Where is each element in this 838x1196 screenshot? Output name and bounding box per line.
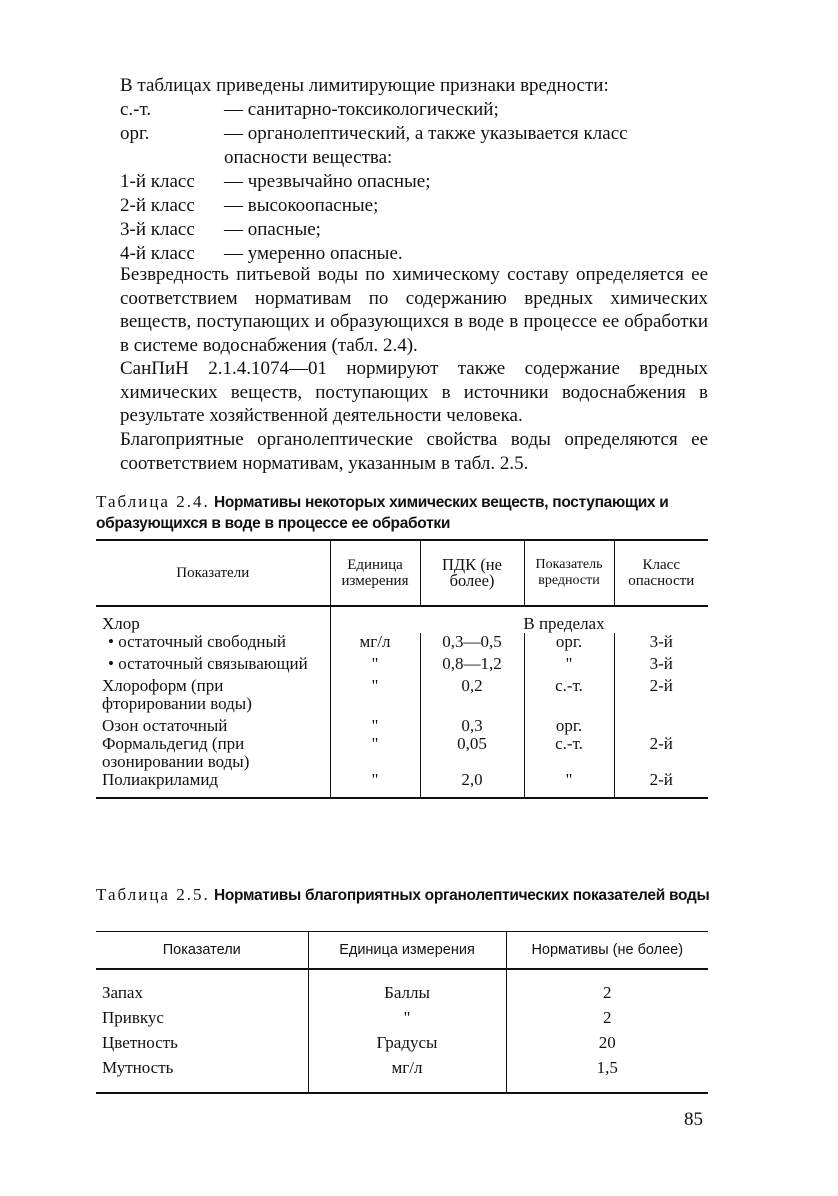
row-unit: мг/л	[308, 1055, 506, 1093]
row-pdk: 0,8—1,2	[420, 651, 524, 673]
table-header-row	[96, 540, 708, 606]
table-row	[96, 651, 708, 673]
table-title: Нормативы благоприятных органолептических показателей воды	[213, 887, 710, 904]
abbr-key: орг.	[120, 123, 150, 144]
column-header: Показатель вредности	[524, 540, 614, 606]
row-class: 2-й	[614, 673, 708, 713]
row-unit: "	[330, 771, 420, 798]
row-name: Озон остаточный	[102, 716, 228, 735]
table-2-5-caption	[96, 885, 716, 906]
table-row	[96, 673, 708, 713]
row-pdk: 0,3—0,5	[420, 633, 524, 651]
table-2-5	[96, 931, 708, 1094]
abbr-item	[120, 218, 710, 242]
row-harm: "	[524, 771, 614, 798]
column-header: Показатели	[162, 942, 241, 958]
row-class	[614, 713, 708, 735]
row-name: Полиакриламид	[102, 770, 219, 789]
row-unit: Градусы	[308, 1030, 506, 1055]
table-row	[96, 1005, 708, 1030]
abbr-key: 4-й класс	[120, 243, 195, 264]
paragraph: СанПиН 2.1.4.1074—01 нормируют также содержание вредных химических веществ, поступающих в источники водоснабжения в результате хозяйственной деятельности человека.	[120, 358, 708, 426]
abbr-item	[120, 194, 710, 218]
row-class: 3-й	[614, 651, 708, 673]
table-row	[96, 713, 708, 735]
abbr-key: 3-й класс	[120, 219, 195, 240]
table-row	[96, 633, 708, 651]
intro-title: В таблицах приведены лимитирующие признаки вредности:	[120, 75, 609, 96]
row-name: Мутность	[102, 1058, 174, 1077]
row-pdk: 0,2	[420, 673, 524, 713]
row-unit: мг/л	[330, 633, 420, 651]
row-name: • остаточный свободный	[108, 632, 286, 651]
row-name: Запах	[102, 983, 143, 1002]
abbr-text: — опасные;	[224, 219, 321, 240]
page-number: 85	[684, 1109, 703, 1130]
row-harm: с.-т.	[524, 673, 614, 713]
row-class: 2-й	[614, 771, 708, 798]
abbr-text: — высокоопасные;	[224, 195, 379, 216]
row-unit: "	[330, 673, 420, 713]
paragraph: Благоприятные органолептические свойства воды определяются ее соответствием нормативам, указанным в табл. 2.5.	[120, 429, 708, 474]
paragraph: Безвредность питьевой воды по химическому составу определяется ее соответствием нормативам по содержанию вредных химических веществ, поступающих и образующихся в воде в процессе ее обработки в системе водоснабжения (табл. 2.4).	[120, 264, 708, 356]
row-norm: 2	[506, 1005, 708, 1030]
column-header: Единица измерения	[330, 540, 420, 606]
table-label: Таблица 2.4.	[96, 492, 210, 511]
column-header: Класс опасности	[614, 540, 708, 606]
row-name: • остаточный связывающий	[108, 654, 308, 673]
group-note: В пределах	[523, 614, 605, 633]
row-class: 2-й	[614, 735, 708, 771]
abbr-text: — умеренно опасные.	[224, 243, 403, 264]
table-row	[96, 969, 708, 1005]
row-norm: 1,5	[506, 1055, 708, 1093]
table-group-row	[96, 606, 708, 633]
row-unit: "	[308, 1005, 506, 1030]
abbr-text: — санитарно-токсикологический;	[224, 99, 499, 120]
abbr-item	[120, 170, 710, 194]
row-harm: "	[524, 651, 614, 673]
table-row	[96, 1055, 708, 1093]
row-norm: 20	[506, 1030, 708, 1055]
table-2-4-caption	[96, 492, 716, 534]
table-row	[96, 771, 708, 798]
table-header-row	[96, 932, 708, 970]
row-harm: с.-т.	[524, 735, 614, 771]
row-pdk: 0,3	[420, 713, 524, 735]
abbr-item	[120, 122, 710, 170]
row-pdk: 2,0	[420, 771, 524, 798]
abbr-key: 1-й класс	[120, 171, 195, 192]
abbr-key: с.-т.	[120, 99, 152, 120]
abbr-key: 2-й класс	[120, 195, 195, 216]
row-unit: Баллы	[308, 969, 506, 1005]
row-norm: 2	[506, 969, 708, 1005]
abbr-item	[120, 98, 710, 122]
row-harm: орг.	[524, 633, 614, 651]
abbr-text: — органолептический, а также указывается класс опасности вещества:	[224, 123, 628, 168]
row-name: Цветность	[102, 1033, 178, 1052]
group-name: Хлор	[102, 614, 140, 633]
hazard-signs-intro	[120, 74, 710, 266]
row-name: Хлороформ (при фторировании воды)	[102, 676, 252, 713]
row-name: Привкус	[102, 1008, 164, 1027]
column-header: Нормативы (не более)	[506, 932, 708, 970]
abbr-text: — чрезвычайно опасные;	[224, 171, 431, 192]
row-unit: "	[330, 651, 420, 673]
row-class: 3-й	[614, 633, 708, 651]
column-header: Показатели	[176, 565, 250, 581]
table-title: Нормативы некоторых химических веществ, поступающих и образующихся в воде в процессе ее обработки	[96, 494, 669, 532]
table-row	[96, 1030, 708, 1055]
row-harm: орг.	[524, 713, 614, 735]
table-row	[96, 735, 708, 771]
table-label: Таблица 2.5.	[96, 885, 210, 904]
column-header: ПДК (не более)	[420, 540, 524, 606]
column-header: Единица измерения	[308, 932, 506, 970]
row-unit: "	[330, 735, 420, 771]
row-pdk: 0,05	[420, 735, 524, 771]
row-unit: "	[330, 713, 420, 735]
table-2-4	[96, 539, 708, 799]
row-name: Формальдегид (при озонировании воды)	[102, 734, 250, 771]
